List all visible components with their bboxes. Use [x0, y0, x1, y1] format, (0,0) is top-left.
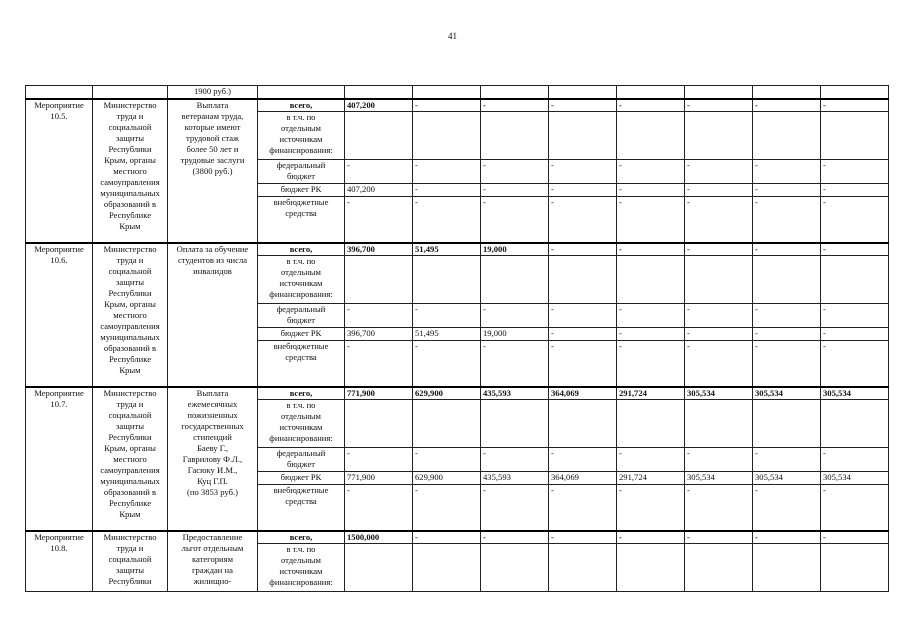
text-line: 10.6.	[50, 254, 68, 265]
text-line: средства	[285, 496, 317, 506]
value-cell: -	[753, 531, 821, 544]
value-cell	[481, 256, 549, 304]
value-cell: 1500,000	[345, 531, 413, 544]
text-line: 10.5.	[50, 110, 68, 121]
text-line: жилищно-	[193, 575, 232, 586]
text-line: всего,	[289, 531, 313, 542]
value-cell	[481, 544, 549, 592]
text-line: бюджет	[286, 315, 316, 325]
text-line: бюджет РК	[280, 328, 322, 338]
value-cell: -	[549, 160, 617, 184]
value-cell: -	[617, 485, 685, 531]
text-line: Крым, органы	[104, 298, 156, 309]
value-cell	[549, 544, 617, 592]
value-cell: 407,200	[345, 184, 413, 197]
event-cell-10-7	[26, 387, 93, 531]
funding-label	[258, 387, 345, 400]
value-cell	[549, 256, 617, 304]
text-line: внебюджетные	[273, 341, 329, 351]
text-line: Гасюку И.М.,	[187, 464, 238, 475]
funding-label	[258, 99, 345, 112]
text-line: Гаврилову Ф.Л.,	[182, 453, 243, 464]
value-cell: -	[345, 304, 413, 328]
text-line: средства	[285, 208, 317, 218]
value-cell	[753, 544, 821, 592]
text-line: Республики	[108, 287, 152, 298]
text-line: Оплата за обучение	[176, 243, 249, 254]
value-cell: -	[413, 485, 481, 531]
event-cell-10-6	[26, 243, 93, 387]
funding-label	[258, 448, 345, 472]
description-cell	[168, 99, 258, 243]
value-cell: -	[753, 448, 821, 472]
text-line: Министерство	[103, 531, 157, 542]
text-line: источникам	[279, 422, 323, 432]
text-line: инвалидов	[193, 265, 232, 276]
description-cell	[168, 531, 258, 592]
value-cell	[617, 400, 685, 448]
value-cell: -	[753, 328, 821, 341]
value-cell: -	[753, 304, 821, 328]
value-cell: -	[685, 448, 753, 472]
value-cell: -	[413, 531, 481, 544]
funding-label	[258, 328, 345, 341]
text-line: отдельным	[280, 123, 322, 133]
text-line: труда и	[116, 110, 144, 121]
text-line: защиты	[116, 420, 144, 431]
text-line: всего,	[289, 387, 313, 398]
cell-empty	[481, 86, 549, 99]
value-cell	[549, 112, 617, 160]
value-cell: -	[821, 184, 889, 197]
value-cell	[821, 112, 889, 160]
event-cell-10-8	[26, 531, 93, 592]
value-cell: -	[821, 160, 889, 184]
text-line: Предоставление	[182, 531, 243, 542]
value-cell: -	[549, 99, 617, 112]
value-cell: 305,534	[821, 387, 889, 400]
value-cell: -	[685, 160, 753, 184]
text-line: труда и	[116, 254, 144, 265]
cell-empty	[685, 86, 753, 99]
text-line: Мероприятие	[34, 531, 84, 542]
value-cell: 291,724	[617, 472, 685, 485]
text-line: муниципальных	[100, 187, 160, 198]
cell-empty	[549, 86, 617, 99]
text-line: самоуправления	[100, 320, 160, 331]
text-line: самоуправления	[100, 464, 160, 475]
text-line: в т.ч. по	[286, 256, 316, 266]
text-line: отдельным	[280, 267, 322, 277]
value-cell: -	[549, 341, 617, 387]
value-cell: 19,000	[481, 328, 549, 341]
value-cell: -	[685, 304, 753, 328]
cell-empty	[26, 86, 93, 99]
value-cell: -	[821, 485, 889, 531]
value-cell	[685, 256, 753, 304]
value-cell: -	[821, 243, 889, 256]
text-line: ветеранам труда,	[181, 110, 244, 121]
value-cell: 364,069	[549, 472, 617, 485]
value-cell: -	[685, 341, 753, 387]
value-cell	[617, 256, 685, 304]
value-cell: -	[549, 328, 617, 341]
cell-empty	[345, 86, 413, 99]
value-cell: 407,200	[345, 99, 413, 112]
value-cell: -	[549, 448, 617, 472]
value-cell	[345, 544, 413, 592]
text-line: всего,	[289, 99, 313, 110]
text-line: Мероприятие	[34, 243, 84, 254]
value-cell: -	[821, 197, 889, 243]
text-line: образований в	[103, 486, 157, 497]
funding-label	[258, 544, 345, 592]
description-cell	[168, 243, 258, 387]
text-line: трудовые заслуги	[180, 154, 245, 165]
text-line: труда и	[116, 398, 144, 409]
text-line: стипендий	[193, 431, 232, 442]
value-cell	[345, 400, 413, 448]
value-cell: -	[549, 184, 617, 197]
text-line: муниципальных	[100, 331, 160, 342]
text-line: Министерство	[103, 387, 157, 398]
text-line: студентов из числа	[177, 254, 248, 265]
value-cell: -	[481, 485, 549, 531]
text-line: Выплата	[196, 387, 229, 398]
value-cell: -	[345, 485, 413, 531]
value-cell: -	[617, 197, 685, 243]
table-row	[26, 99, 889, 112]
text-line: федеральный	[276, 448, 326, 458]
carry-over-text: 1900 руб.)	[168, 86, 258, 99]
value-cell: -	[481, 160, 549, 184]
value-cell: -	[617, 184, 685, 197]
value-cell	[481, 112, 549, 160]
text-line: Республики	[108, 431, 152, 442]
text-line: в т.ч. по	[286, 400, 316, 410]
cell-empty	[258, 86, 345, 99]
text-line: отдельным	[280, 555, 322, 565]
cell-empty	[413, 86, 481, 99]
value-cell: -	[549, 485, 617, 531]
text-line: источникам	[279, 134, 323, 144]
text-line: труда и	[116, 542, 144, 553]
text-line: Крым	[119, 220, 141, 231]
text-line: социальной	[108, 409, 152, 420]
value-cell: -	[413, 304, 481, 328]
executor-cell	[93, 387, 168, 531]
value-cell: -	[753, 99, 821, 112]
table-row	[26, 387, 889, 400]
value-cell: -	[549, 304, 617, 328]
budget-table	[25, 85, 889, 592]
funding-label	[258, 400, 345, 448]
value-cell	[821, 256, 889, 304]
text-line: образований в	[103, 198, 157, 209]
text-line: Республике	[108, 209, 152, 220]
value-cell: -	[481, 448, 549, 472]
value-cell	[413, 256, 481, 304]
value-cell: 435,593	[481, 472, 549, 485]
value-cell: -	[413, 160, 481, 184]
value-cell: -	[617, 160, 685, 184]
text-line: Министерство	[103, 99, 157, 110]
text-line: государственных	[181, 420, 244, 431]
table-row	[26, 243, 889, 256]
value-cell: -	[549, 197, 617, 243]
value-cell	[617, 112, 685, 160]
value-cell: -	[685, 328, 753, 341]
text-line: Министерство	[103, 243, 157, 254]
value-cell	[685, 112, 753, 160]
text-line: источникам	[279, 278, 323, 288]
value-cell: 305,534	[753, 387, 821, 400]
text-line: внебюджетные	[273, 485, 329, 495]
funding-label	[258, 341, 345, 387]
text-line: федеральный	[276, 160, 326, 170]
value-cell: 19,000	[481, 243, 549, 256]
value-cell: -	[617, 341, 685, 387]
text-line: бюджет РК	[280, 184, 322, 194]
value-cell: -	[481, 197, 549, 243]
funding-label	[258, 472, 345, 485]
text-line: бюджет	[286, 459, 316, 469]
value-cell: -	[617, 243, 685, 256]
text-line: Крым	[119, 364, 141, 375]
text-line: защиты	[116, 276, 144, 287]
value-cell: -	[413, 184, 481, 197]
value-cell: 629,900	[413, 472, 481, 485]
text-line: 10.8.	[50, 542, 68, 553]
value-cell: -	[753, 341, 821, 387]
text-line: Крым, органы	[104, 154, 156, 165]
value-cell: 364,069	[549, 387, 617, 400]
text-line: Крым, органы	[104, 442, 156, 453]
value-cell	[549, 400, 617, 448]
value-cell: 629,900	[413, 387, 481, 400]
value-cell: -	[345, 160, 413, 184]
value-cell: -	[685, 99, 753, 112]
value-cell: -	[821, 304, 889, 328]
value-cell	[617, 544, 685, 592]
value-cell: 305,534	[685, 387, 753, 400]
cell-empty	[821, 86, 889, 99]
value-cell	[345, 256, 413, 304]
text-line: самоуправления	[100, 176, 160, 187]
value-cell: -	[617, 448, 685, 472]
value-cell: 771,900	[345, 387, 413, 400]
event-cell-10-5	[26, 99, 93, 243]
text-line: Республике	[108, 353, 152, 364]
value-cell: 305,534	[685, 472, 753, 485]
text-line: социальной	[108, 121, 152, 132]
cell-empty	[93, 86, 168, 99]
value-cell: -	[345, 448, 413, 472]
value-cell: -	[685, 243, 753, 256]
text-line: финансирования:	[269, 145, 333, 155]
value-cell: 435,593	[481, 387, 549, 400]
description-cell	[168, 387, 258, 531]
cell-empty	[753, 86, 821, 99]
text-line: Мероприятие	[34, 99, 84, 110]
value-cell: -	[617, 531, 685, 544]
text-line: Баеву Г.,	[196, 442, 229, 453]
text-line: источникам	[279, 566, 323, 576]
value-cell: -	[821, 99, 889, 112]
text-line: финансирования:	[269, 433, 333, 443]
budget-table-body	[26, 86, 889, 592]
executor-cell	[93, 99, 168, 243]
text-line: льгот отдельным	[181, 542, 244, 553]
text-line: более 50 лет и	[186, 143, 239, 154]
funding-label	[258, 256, 345, 304]
text-line: социальной	[108, 553, 152, 564]
table-row	[26, 531, 889, 544]
funding-label	[258, 531, 345, 544]
funding-label	[258, 197, 345, 243]
text-line: в т.ч. по	[286, 112, 316, 122]
value-cell: -	[821, 448, 889, 472]
text-line: отдельным	[280, 411, 322, 421]
value-cell	[821, 400, 889, 448]
funding-label	[258, 243, 345, 256]
value-cell: -	[617, 328, 685, 341]
cell-empty	[617, 86, 685, 99]
value-cell: 51,495	[413, 328, 481, 341]
value-cell: -	[345, 341, 413, 387]
text-line: Республики	[108, 143, 152, 154]
executor-cell	[93, 531, 168, 592]
value-cell: -	[685, 184, 753, 197]
text-line: ежемесячных	[187, 398, 238, 409]
text-line: (по 3853 руб.)	[187, 486, 238, 497]
funding-label	[258, 184, 345, 197]
value-cell: -	[617, 304, 685, 328]
text-line: местного	[113, 453, 147, 464]
text-line: бюджет РК	[280, 472, 322, 482]
text-line: Республики	[108, 575, 152, 586]
value-cell: -	[753, 485, 821, 531]
value-cell: -	[753, 197, 821, 243]
value-cell	[345, 112, 413, 160]
value-cell: -	[685, 197, 753, 243]
value-cell: -	[821, 328, 889, 341]
text-line: внебюджетные	[273, 197, 329, 207]
value-cell: 305,534	[821, 472, 889, 485]
value-cell: -	[753, 243, 821, 256]
value-cell: -	[685, 531, 753, 544]
value-cell	[753, 256, 821, 304]
text-line: которые имеют	[184, 121, 241, 132]
funding-label	[258, 160, 345, 184]
value-cell	[753, 400, 821, 448]
value-cell: 771,900	[345, 472, 413, 485]
funding-label	[258, 485, 345, 531]
value-cell	[413, 544, 481, 592]
funding-label	[258, 304, 345, 328]
value-cell: -	[481, 304, 549, 328]
text-line: всего,	[289, 243, 313, 254]
text-line: местного	[113, 165, 147, 176]
value-cell: -	[413, 341, 481, 387]
value-cell: -	[617, 99, 685, 112]
value-cell: 396,700	[345, 328, 413, 341]
text-line: (3800 руб.)	[192, 165, 233, 176]
text-line: Куц Г.П.	[197, 475, 228, 486]
value-cell	[413, 400, 481, 448]
text-line: бюджет	[286, 171, 316, 181]
value-cell: 51,495	[413, 243, 481, 256]
text-line: 10.7.	[50, 398, 68, 409]
page-number: 41	[448, 31, 457, 41]
text-line: федеральный	[276, 304, 326, 314]
text-line: защиты	[116, 132, 144, 143]
value-cell: -	[481, 99, 549, 112]
value-cell: -	[481, 184, 549, 197]
text-line: в т.ч. по	[286, 544, 316, 554]
text-line: категориям	[191, 553, 234, 564]
value-cell: -	[345, 197, 413, 243]
value-cell: -	[481, 531, 549, 544]
value-cell	[413, 112, 481, 160]
value-cell: -	[549, 531, 617, 544]
text-line: граждан на	[192, 564, 233, 575]
text-line: финансирования:	[269, 577, 333, 587]
text-line: муниципальных	[100, 475, 160, 486]
value-cell	[685, 544, 753, 592]
value-cell: -	[413, 99, 481, 112]
text-line: социальной	[108, 265, 152, 276]
value-cell: -	[413, 448, 481, 472]
text-line: защиты	[116, 564, 144, 575]
value-cell: -	[821, 341, 889, 387]
text-line: образований в	[103, 342, 157, 353]
text-line: средства	[285, 352, 317, 362]
executor-cell	[93, 243, 168, 387]
text-line: трудовой стаж	[186, 132, 239, 143]
text-line: Мероприятие	[34, 387, 84, 398]
text-line: Крым	[119, 508, 141, 519]
value-cell: -	[685, 485, 753, 531]
text-line: Выплата	[196, 99, 229, 110]
value-cell	[481, 400, 549, 448]
funding-label	[258, 112, 345, 160]
carry-over-row	[26, 86, 889, 99]
value-cell: -	[481, 341, 549, 387]
value-cell: 291,724	[617, 387, 685, 400]
text-line: пожизненных	[187, 409, 238, 420]
value-cell	[685, 400, 753, 448]
value-cell	[821, 544, 889, 592]
value-cell: -	[413, 197, 481, 243]
value-cell: 305,534	[753, 472, 821, 485]
text-line: Республике	[108, 497, 152, 508]
text-line: местного	[113, 309, 147, 320]
value-cell	[753, 112, 821, 160]
value-cell: -	[753, 160, 821, 184]
value-cell: -	[821, 531, 889, 544]
value-cell: -	[549, 243, 617, 256]
value-cell: 396,700	[345, 243, 413, 256]
value-cell: -	[753, 184, 821, 197]
text-line: финансирования:	[269, 289, 333, 299]
